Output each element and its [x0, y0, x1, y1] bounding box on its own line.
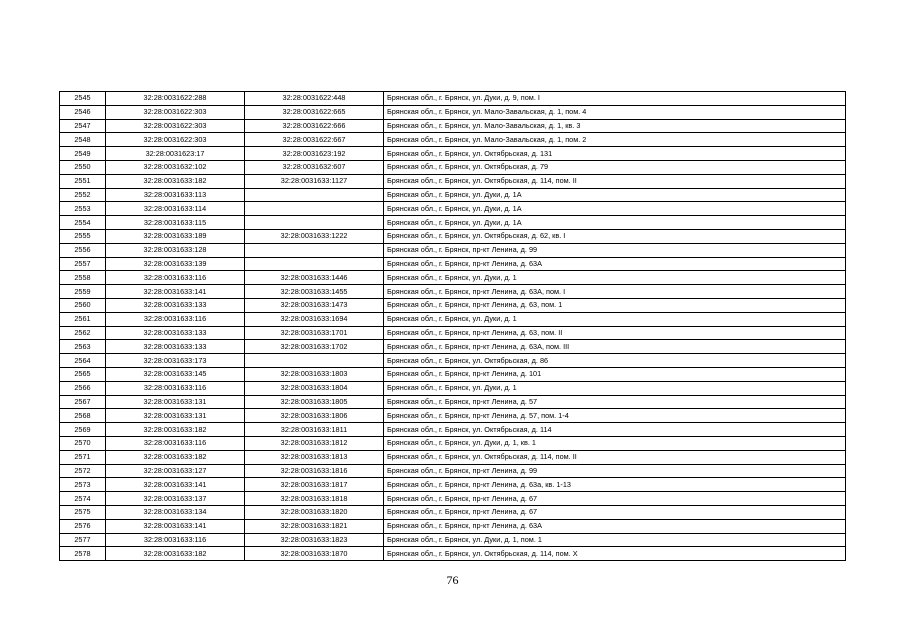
address-cell: Брянская обл., г. Брянск, ул. Мало-Завальская, д. 1, кв. 3: [384, 119, 846, 133]
address-cell: Брянская обл., г. Брянск, ул. Дуки, д. 9, пом. I: [384, 92, 846, 106]
object-cadastral-number-cell: 32:28:0031633:1823: [245, 533, 384, 547]
object-cadastral-number-cell: 32:28:0031622:448: [245, 92, 384, 106]
address-cell: Брянская обл., г. Брянск, пр-кт Ленина, д. 63А: [384, 519, 846, 533]
table-row: [60, 450, 846, 464]
table-row: [60, 119, 846, 133]
cadastral-number-cell: 32:28:0031633:116: [106, 312, 245, 326]
row-number-cell: 2575: [60, 505, 106, 519]
object-cadastral-number-cell: [245, 188, 384, 202]
cadastral-number-cell: 32:28:0031633:127: [106, 464, 245, 478]
table-row: [60, 92, 846, 106]
cadastral-number-cell: 32:28:0031633:137: [106, 492, 245, 506]
row-number-cell: 2551: [60, 174, 106, 188]
address-cell: Брянская обл., г. Брянск, ул. Дуки, д. 1: [384, 381, 846, 395]
table-row: [60, 202, 846, 216]
object-cadastral-number-cell: [245, 243, 384, 257]
address-cell: Брянская обл., г. Брянск, пр-кт Ленина, д. 99: [384, 243, 846, 257]
cadastral-number-cell: 32:28:0031633:145: [106, 367, 245, 381]
row-number-cell: 2553: [60, 202, 106, 216]
address-cell: Брянская обл., г. Брянск, ул. Октябрьская, д. 114: [384, 423, 846, 437]
object-cadastral-number-cell: 32:28:0031622:667: [245, 133, 384, 147]
row-number-cell: 2573: [60, 478, 106, 492]
cadastral-number-cell: 32:28:0031633:173: [106, 354, 245, 368]
object-cadastral-number-cell: 32:28:0031622:665: [245, 105, 384, 119]
address-cell: Брянская обл., г. Брянск, ул. Мало-Завальская, д. 1, пом. 2: [384, 133, 846, 147]
cadastral-number-cell: 32:28:0031632:102: [106, 160, 245, 174]
cadastral-number-cell: 32:28:0031633:114: [106, 202, 245, 216]
object-cadastral-number-cell: 32:28:0031633:1820: [245, 505, 384, 519]
object-cadastral-number-cell: [245, 216, 384, 230]
cadastral-number-cell: 32:28:0031633:131: [106, 409, 245, 423]
cadastral-number-cell: 32:28:0031633:116: [106, 533, 245, 547]
row-number-cell: 2549: [60, 147, 106, 161]
table-row: [60, 285, 846, 299]
address-cell: Брянская обл., г. Брянск, ул. Дуки, д. 1А: [384, 202, 846, 216]
address-cell: Брянская обл., г. Брянск, пр-кт Ленина, д. 63А: [384, 257, 846, 271]
object-cadastral-number-cell: [245, 202, 384, 216]
cadastral-number-cell: 32:28:0031633:141: [106, 519, 245, 533]
address-cell: Брянская обл., г. Брянск, ул. Октябрьская, д. 114, пом. II: [384, 174, 846, 188]
cadastral-number-cell: 32:28:0031633:141: [106, 285, 245, 299]
cadastral-number-cell: 32:28:0031633:131: [106, 395, 245, 409]
row-number-cell: 2565: [60, 367, 106, 381]
address-cell: Брянская обл., г. Брянск, ул. Дуки, д. 1А: [384, 188, 846, 202]
object-cadastral-number-cell: [245, 257, 384, 271]
address-cell: Брянская обл., г. Брянск, ул. Октябрьская, д. 86: [384, 354, 846, 368]
table-row: [60, 478, 846, 492]
object-cadastral-number-cell: 32:28:0031633:1818: [245, 492, 384, 506]
object-cadastral-number-cell: 32:28:0031633:1870: [245, 547, 384, 561]
cadastral-number-cell: 32:28:0031623:17: [106, 147, 245, 161]
object-cadastral-number-cell: 32:28:0031633:1127: [245, 174, 384, 188]
cadastral-number-cell: 32:28:0031633:141: [106, 478, 245, 492]
row-number-cell: 2571: [60, 450, 106, 464]
row-number-cell: 2546: [60, 105, 106, 119]
row-number-cell: 2550: [60, 160, 106, 174]
table-row: [60, 354, 846, 368]
row-number-cell: 2562: [60, 326, 106, 340]
table-row: [60, 133, 846, 147]
property-table: [59, 91, 846, 561]
address-cell: Брянская обл., г. Брянск, пр-кт Ленина, д. 63а, кв. 1-13: [384, 478, 846, 492]
row-number-cell: 2567: [60, 395, 106, 409]
object-cadastral-number-cell: 32:28:0031633:1701: [245, 326, 384, 340]
table-row: [60, 298, 846, 312]
address-cell: Брянская обл., г. Брянск, ул. Октябрьская, д. 114, пом. II: [384, 450, 846, 464]
object-cadastral-number-cell: 32:28:0031622:666: [245, 119, 384, 133]
table-row: [60, 519, 846, 533]
cadastral-number-cell: 32:28:0031633:139: [106, 257, 245, 271]
object-cadastral-number-cell: 32:28:0031632:607: [245, 160, 384, 174]
table-row: [60, 409, 846, 423]
cadastral-number-cell: 32:28:0031633:189: [106, 229, 245, 243]
cadastral-number-cell: 32:28:0031633:115: [106, 216, 245, 230]
table-body: [60, 92, 846, 561]
cadastral-number-cell: 32:28:0031633:116: [106, 436, 245, 450]
row-number-cell: 2559: [60, 285, 106, 299]
table-row: [60, 464, 846, 478]
address-cell: Брянская обл., г. Брянск, ул. Октябрьская, д. 79: [384, 160, 846, 174]
row-number-cell: 2558: [60, 271, 106, 285]
cadastral-number-cell: 32:28:0031622:303: [106, 119, 245, 133]
row-number-cell: 2555: [60, 229, 106, 243]
address-cell: Брянская обл., г. Брянск, ул. Октябрьская, д. 131: [384, 147, 846, 161]
object-cadastral-number-cell: 32:28:0031633:1804: [245, 381, 384, 395]
row-number-cell: 2572: [60, 464, 106, 478]
row-number-cell: 2552: [60, 188, 106, 202]
row-number-cell: 2569: [60, 423, 106, 437]
object-cadastral-number-cell: 32:28:0031633:1806: [245, 409, 384, 423]
page-number: 76: [446, 573, 459, 587]
table-row: [60, 216, 846, 230]
address-cell: Брянская обл., г. Брянск, ул. Дуки, д. 1, кв. 1: [384, 436, 846, 450]
address-cell: Брянская обл., г. Брянск, пр-кт Ленина, д. 63А, пом. III: [384, 340, 846, 354]
table-row: [60, 243, 846, 257]
object-cadastral-number-cell: 32:28:0031633:1694: [245, 312, 384, 326]
cadastral-number-cell: 32:28:0031633:116: [106, 271, 245, 285]
cadastral-number-cell: 32:28:0031633:133: [106, 340, 245, 354]
row-number-cell: 2563: [60, 340, 106, 354]
table-row: [60, 492, 846, 506]
address-cell: Брянская обл., г. Брянск, ул. Дуки, д. 1: [384, 312, 846, 326]
cadastral-number-cell: 32:28:0031633:116: [106, 381, 245, 395]
cadastral-number-cell: 32:28:0031633:134: [106, 505, 245, 519]
address-cell: Брянская обл., г. Брянск, пр-кт Ленина, д. 67: [384, 505, 846, 519]
cadastral-number-cell: 32:28:0031633:182: [106, 174, 245, 188]
address-cell: Брянская обл., г. Брянск, пр-кт Ленина, д. 57: [384, 395, 846, 409]
object-cadastral-number-cell: 32:28:0031633:1455: [245, 285, 384, 299]
object-cadastral-number-cell: 32:28:0031633:1222: [245, 229, 384, 243]
object-cadastral-number-cell: 32:28:0031633:1803: [245, 367, 384, 381]
row-number-cell: 2560: [60, 298, 106, 312]
row-number-cell: 2566: [60, 381, 106, 395]
address-cell: Брянская обл., г. Брянск, пр-кт Ленина, д. 63А, пом. I: [384, 285, 846, 299]
table-row: [60, 312, 846, 326]
object-cadastral-number-cell: 32:28:0031633:1805: [245, 395, 384, 409]
address-cell: Брянская обл., г. Брянск, пр-кт Ленина, д. 101: [384, 367, 846, 381]
cadastral-number-cell: 32:28:0031633:182: [106, 423, 245, 437]
cadastral-number-cell: 32:28:0031633:182: [106, 450, 245, 464]
address-cell: Брянская обл., г. Брянск, пр-кт Ленина, д. 67: [384, 492, 846, 506]
address-cell: Брянская обл., г. Брянск, ул. Октябрьская, д. 62, кв. I: [384, 229, 846, 243]
row-number-cell: 2570: [60, 436, 106, 450]
row-number-cell: 2574: [60, 492, 106, 506]
table-row: [60, 367, 846, 381]
table-row: [60, 381, 846, 395]
object-cadastral-number-cell: 32:28:0031633:1821: [245, 519, 384, 533]
table-row: [60, 188, 846, 202]
address-cell: Брянская обл., г. Брянск, пр-кт Ленина, д. 63, пом. 1: [384, 298, 846, 312]
row-number-cell: 2564: [60, 354, 106, 368]
row-number-cell: 2545: [60, 92, 106, 106]
object-cadastral-number-cell: 32:28:0031633:1811: [245, 423, 384, 437]
row-number-cell: 2577: [60, 533, 106, 547]
table-row: [60, 340, 846, 354]
row-number-cell: 2554: [60, 216, 106, 230]
cadastral-number-cell: 32:28:0031622:288: [106, 92, 245, 106]
table-row: [60, 423, 846, 437]
table-row: [60, 505, 846, 519]
address-cell: Брянская обл., г. Брянск, ул. Октябрьская, д. 114, пом. X: [384, 547, 846, 561]
row-number-cell: 2557: [60, 257, 106, 271]
address-cell: Брянская обл., г. Брянск, ул. Дуки, д. 1, пом. 1: [384, 533, 846, 547]
cadastral-number-cell: 32:28:0031633:113: [106, 188, 245, 202]
table-row: [60, 257, 846, 271]
cadastral-number-cell: 32:28:0031622:303: [106, 105, 245, 119]
table-row: [60, 395, 846, 409]
address-cell: Брянская обл., г. Брянск, ул. Дуки, д. 1А: [384, 216, 846, 230]
table-row: [60, 547, 846, 561]
row-number-cell: 2561: [60, 312, 106, 326]
address-cell: Брянская обл., г. Брянск, ул. Мало-Завальская, д. 1, пом. 4: [384, 105, 846, 119]
object-cadastral-number-cell: 32:28:0031633:1446: [245, 271, 384, 285]
address-cell: Брянская обл., г. Брянск, пр-кт Ленина, д. 99: [384, 464, 846, 478]
table-row: [60, 105, 846, 119]
cadastral-number-cell: 32:28:0031622:303: [106, 133, 245, 147]
row-number-cell: 2578: [60, 547, 106, 561]
object-cadastral-number-cell: [245, 354, 384, 368]
object-cadastral-number-cell: 32:28:0031633:1473: [245, 298, 384, 312]
object-cadastral-number-cell: 32:28:0031633:1817: [245, 478, 384, 492]
cadastral-number-cell: 32:28:0031633:133: [106, 298, 245, 312]
table-row: [60, 326, 846, 340]
table-row: [60, 533, 846, 547]
row-number-cell: 2576: [60, 519, 106, 533]
object-cadastral-number-cell: 32:28:0031633:1812: [245, 436, 384, 450]
cadastral-number-cell: 32:28:0031633:133: [106, 326, 245, 340]
table-row: [60, 271, 846, 285]
object-cadastral-number-cell: 32:28:0031633:1816: [245, 464, 384, 478]
table-row: [60, 160, 846, 174]
cadastral-number-cell: 32:28:0031633:182: [106, 547, 245, 561]
object-cadastral-number-cell: 32:28:0031633:1813: [245, 450, 384, 464]
address-cell: Брянская обл., г. Брянск, ул. Дуки, д. 1: [384, 271, 846, 285]
row-number-cell: 2548: [60, 133, 106, 147]
table-row: [60, 229, 846, 243]
row-number-cell: 2547: [60, 119, 106, 133]
table-row: [60, 436, 846, 450]
object-cadastral-number-cell: 32:28:0031623:192: [245, 147, 384, 161]
row-number-cell: 2556: [60, 243, 106, 257]
table-row: [60, 174, 846, 188]
row-number-cell: 2568: [60, 409, 106, 423]
cadastral-number-cell: 32:28:0031633:128: [106, 243, 245, 257]
address-cell: Брянская обл., г. Брянск, пр-кт Ленина, д. 63, пом. II: [384, 326, 846, 340]
table-row: [60, 147, 846, 161]
address-cell: Брянская обл., г. Брянск, пр-кт Ленина, д. 57, пом. 1-4: [384, 409, 846, 423]
object-cadastral-number-cell: 32:28:0031633:1702: [245, 340, 384, 354]
